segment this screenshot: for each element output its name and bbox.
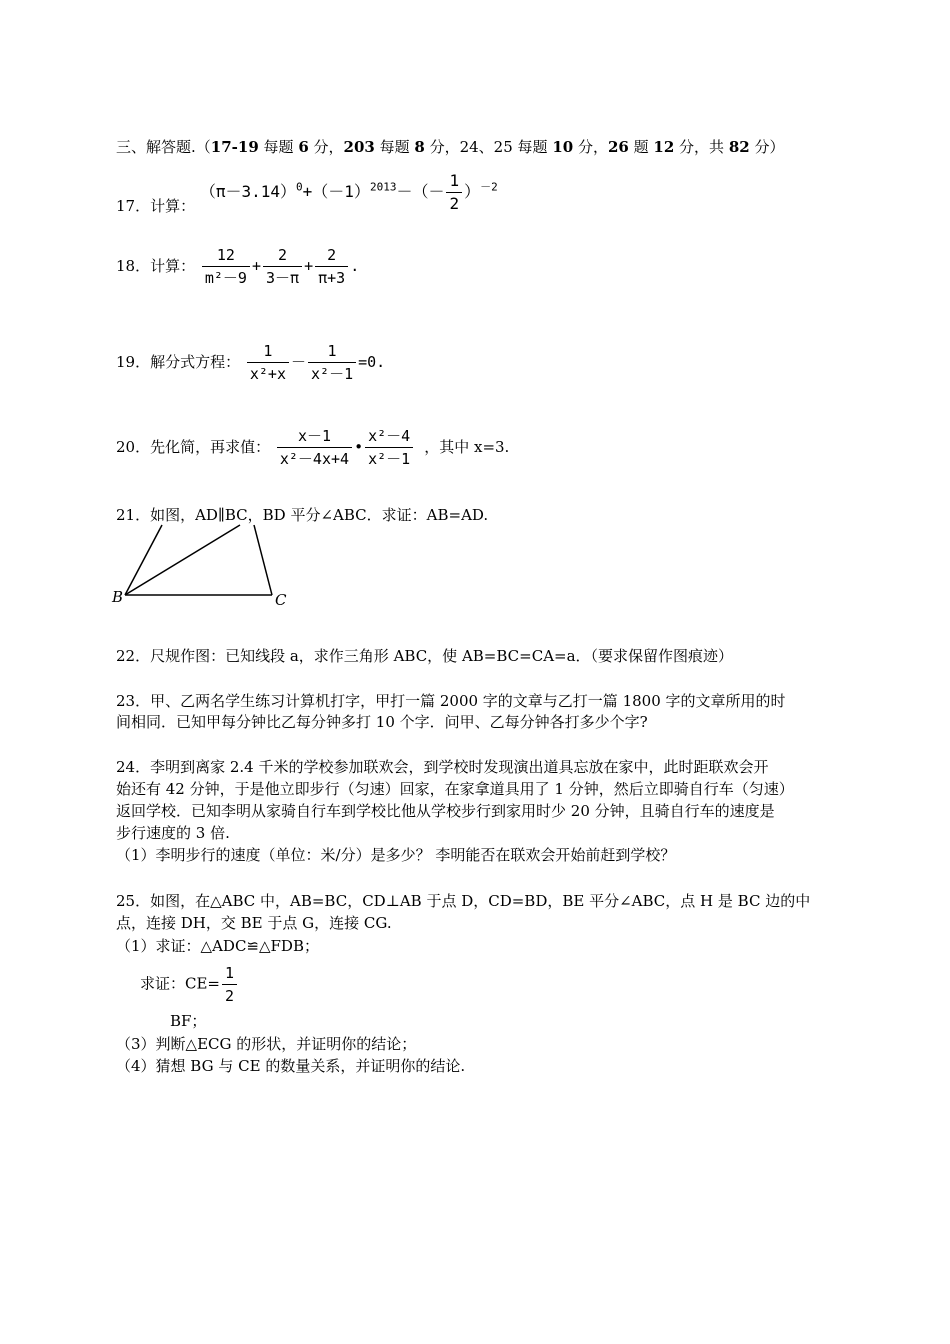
- question-25-part-3: （3）判断△ECG 的形状，并证明你的结论；: [116, 1035, 417, 1053]
- question-24-line-1: 24．李明到离家 2.4 千米的学校参加联欢会，到学校时发现演出道具忘放在家中，此时距联欢会开: [116, 758, 769, 776]
- question-20: 20．先化简，再求值： $\frac{x-1}{\text{x²－4x+4}}$ • $\frac{\text{x²－4}}{\text{x²－1}}$ ，其中 x=3.: [116, 427, 510, 468]
- q17-expression: $(\pi-3.14)^0+(-1)^{2013}-(-$ $\frac{1}{2}$ ）$^{-2}$: [199, 171, 498, 213]
- question-23-line-1: 23．甲、乙两名学生练习计算机打字，甲打一篇 2000 字的文章与乙打一篇 1800 字的文章所用的时: [116, 692, 786, 710]
- q21-label-b: B: [112, 588, 124, 606]
- question-24-line-3: 返回学校．已知李明从家骑自行车到学校比他从学校步行到家用时少 20 分钟，且骑自行车的速度是: [116, 802, 775, 820]
- q21-line-bd: [125, 525, 240, 595]
- question-22: 22．尺规作图：已知线段 a，求作三角形 ABC，使 AB=BC=CA=a．（要求保留作图痕迹）: [116, 647, 734, 665]
- question-24-line-4: 步行速度的 3 倍.: [116, 824, 230, 842]
- question-25-line-2: 点，连接 DH，交 BE 于点 G，连接 CG.: [116, 914, 392, 932]
- q21-line-dc: [254, 525, 272, 595]
- question-24-part-1: （1）李明步行的速度（单位：米/分）是多少？ 李明能否在联欢会开始前赶到学校？: [116, 846, 676, 864]
- question-23-line-2: 间相同．已知甲每分钟比乙每分钟多打 10 个字．问甲、乙每分钟各打多少个字?: [116, 713, 648, 731]
- question-25-line-1: 25．如图，在△ABC 中，AB=BC，CD⊥AB 于点 D，CD=BD，BE 平分∠ABC，点 H 是 BC 边的中: [116, 892, 811, 910]
- question-25-part-2-suffix: BF；: [170, 1012, 207, 1030]
- question-18: 18．计算： $\frac{12}{\text{m²－9}}$ + $\frac{2}{3-\pi}$ + $\frac{2}{\pi+3}$ .: [116, 246, 360, 287]
- q21-label-c: C: [275, 591, 287, 609]
- question-19: 19．解分式方程： $\frac{1}{\text{x²+x}}$ － $\frac{1}{\text{x²－1}}$ =0.: [116, 342, 386, 383]
- question-25-part-1: （1）求证：△ADC≌△FDB；: [116, 937, 319, 955]
- question-24-line-2: 始还有 42 分钟，于是他立即步行（匀速）回家，在家拿道具用了 1 分钟，然后立即骑自行车（匀速）: [116, 780, 794, 798]
- section-header: 三、解答题.（17-19 每题 6 分，203 每题 8 分，24、25 每题 10 分，26 题 12 分，共 82 分）: [116, 138, 785, 156]
- question-17: 17．计算： $(\pi-3.14)^0+(-1)^{2013}-(-$ $\frac{1}{2}$ ）$^{-2}$: [116, 171, 498, 215]
- question-25-part-4: （4）猜想 BG 与 CE 的数量关系，并证明你的结论.: [116, 1057, 466, 1075]
- question-21: 21．如图，AD∥BC，BD 平分∠ABC．求证：AB=AD.: [116, 506, 489, 524]
- question-25-part-2: 求证：CE= $\frac{1}{2}$: [140, 962, 239, 1007]
- q21-figure: [110, 520, 310, 610]
